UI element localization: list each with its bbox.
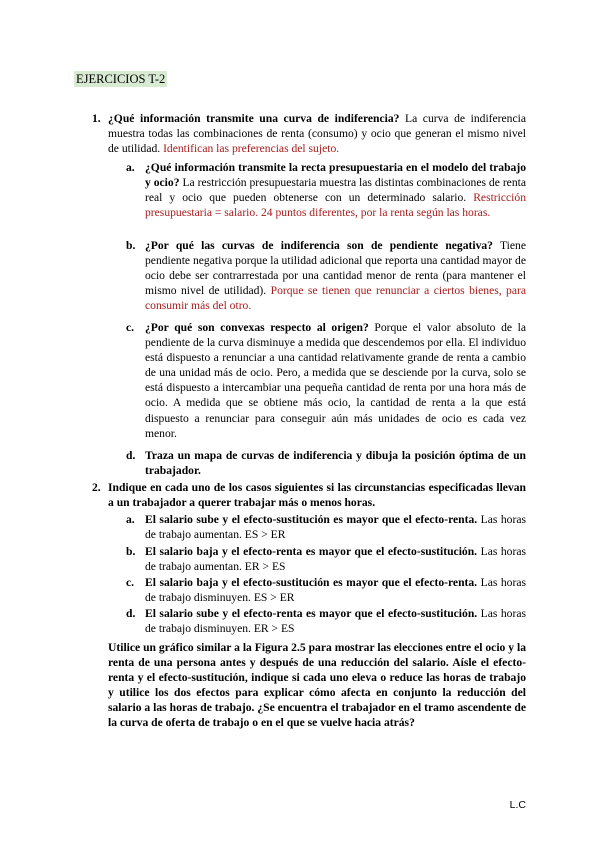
footer-initials: L.C	[509, 799, 526, 811]
q2c-question: El salario baja y el efecto-sustitución es mayor que el efecto-renta.	[145, 576, 478, 589]
q1c-answer: Porque el valor absoluto de la pendiente de la curva disminuye a medida que descendemos por ella. El individuo está dispuesto a renunciar a una cantidad relativamente grande de renta a cambio de una unidad más de ocio. Pero, a medida que se desciende por la curva, solo se está dispuesto a intercambiar una pequeña cantidad de renta por una hora más de ocio. A medida que se obtiene más ocio, la cantidad de renta a la que está dispuesto a renunciar para conseguir aún más unidades de ocio es cada vez menor.	[145, 321, 526, 440]
q1-answer: La curva de indiferencia muestra todas las combinaciones de renta (consumo) y ocio que generan el mismo nivel de utilidad.	[108, 112, 526, 156]
q1c-letter: c.	[126, 321, 135, 334]
q2-number: 2.	[92, 481, 101, 494]
q1b-question: ¿Por qué las curvas de indiferencia son de pendiente negativa?	[145, 239, 493, 252]
q2a-block	[145, 512, 526, 542]
q2b-question: El salario baja y el efecto-renta es mayor que el efecto-sustitución.	[145, 545, 478, 558]
q2-final-text: Utilice un gráfico similar a la Figura 2.5 para mostrar las elecciones entre el ocio y la renta de una persona antes y después de una reducción del salario. Aísle el efecto-renta y el efecto-sustitución, indique si cada uno eleva o reduce las horas de trabajo y utilice los dos efectos para explicar cómo afecta en conjunto la reducción del salario a las horas de trabajo. ¿Se encuentra el trabajador en el tramo ascendente de la curva de oferta de trabajo o en el que se vuelve hacia atrás?	[108, 641, 526, 730]
q2a-letter: a.	[126, 513, 135, 526]
q2c-answer: Las horas de trabajo disminuyen. ES > ER	[145, 576, 526, 605]
q1-number: 1.	[92, 112, 101, 125]
q1b-block	[145, 238, 526, 313]
q1c-question: ¿Por qué son convexas respecto al origen?	[145, 321, 369, 334]
q2c-letter: c.	[126, 576, 135, 589]
q1a-block	[145, 160, 526, 220]
q2b-letter: b.	[126, 545, 136, 558]
q2-block	[108, 480, 526, 510]
q1-question: ¿Qué información transmite una curva de indiferencia?	[108, 112, 400, 125]
q2b-answer: Las horas de trabajo aumentan. ER > ES	[145, 545, 526, 574]
q1d-question: Traza un mapa de curvas de indiferencia y dibuja la posición óptima de un trabajador.	[145, 449, 526, 478]
q2d-block	[145, 606, 526, 636]
q1d-letter: d.	[126, 449, 136, 462]
q2d-letter: d.	[126, 607, 136, 620]
q1a-letter: a.	[126, 161, 135, 174]
q2a-question: El salario sube y el efecto-sustitución es mayor que el efecto-renta.	[145, 513, 478, 526]
q2b-block	[145, 544, 526, 574]
q1d-block	[145, 448, 526, 478]
q1b-letter: b.	[126, 239, 136, 252]
q1a-answer: La restricción presupuestaria muestra las distintas combinaciones de renta real y ocio que pueden obtenerse con un determinado salario.	[145, 176, 526, 205]
q2-question: Indique en cada uno de los casos siguientes si las circunstancias especificadas llevan a un trabajador a querer trabajar más o menos horas.	[108, 481, 526, 510]
q2c-block	[145, 575, 526, 605]
q1-block	[108, 111, 526, 156]
q1a-note: Restricción presupuestaria = salario. 24 puntos diferentes, por la renta según las horas.	[145, 191, 526, 220]
q1c-block	[145, 320, 526, 441]
q2a-answer: Las horas de trabajo aumentan. ES > ER	[145, 513, 526, 542]
q1-note: Identifican las preferencias del sujeto.	[163, 142, 340, 156]
q2d-answer: Las horas de trabajo disminuyen. ER > ES	[145, 607, 526, 636]
q2d-question: El salario sube y el efecto-renta es mayor que el efecto-sustitución.	[145, 607, 478, 620]
q1b-answer: Tiene pendiente negativa porque la utilidad adicional que reporta una cantidad mayor de ocio debe ser contrarrestada por una cantidad menor de renta (para mantener el mismo nivel de utilidad).	[145, 239, 526, 298]
page-title: EJERCICIOS T-2	[76, 72, 166, 86]
q2-final-block	[108, 640, 526, 731]
q1b-note: Porque se tienen que renunciar a ciertos bienes, para consumir más del otro.	[145, 284, 527, 313]
q1a-question: ¿Qué información transmite la recta presupuestaria en el modelo del trabajo y ocio?	[145, 161, 526, 190]
